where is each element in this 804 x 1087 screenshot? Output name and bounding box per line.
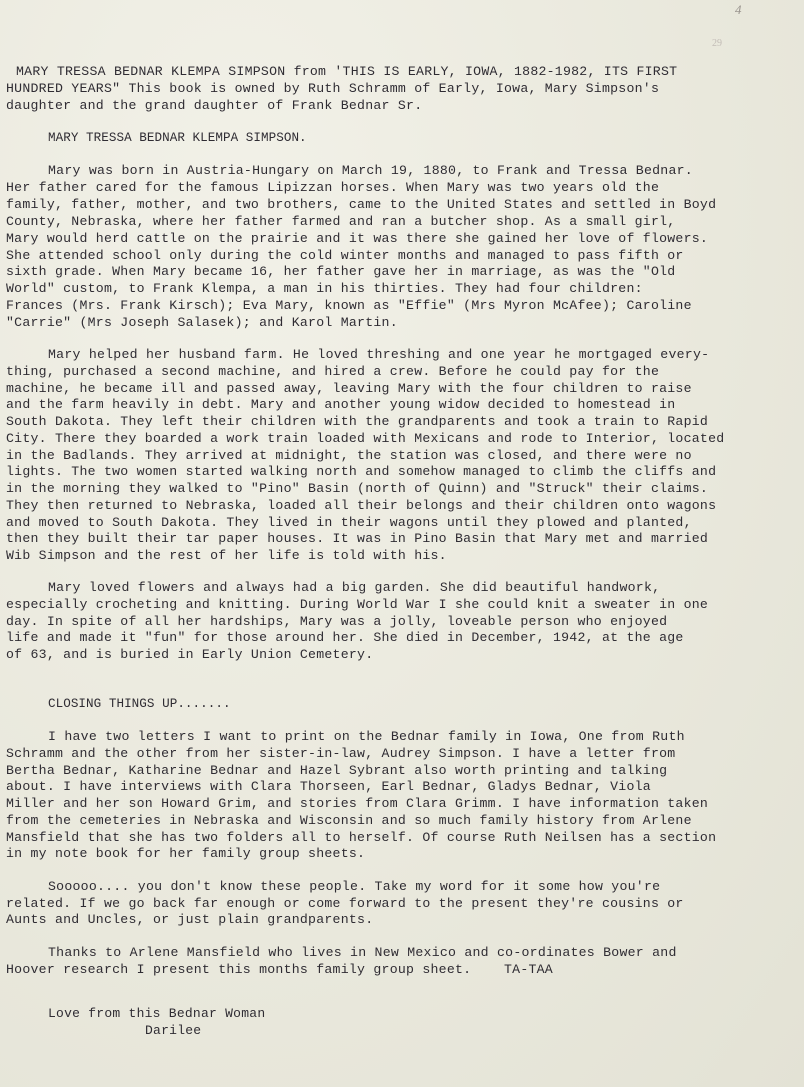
paragraph-line: in the morning they walked to "Pino" Basin (north of Quinn) and "Struck" their claims. [6,481,709,496]
paragraph-line: especially crocheting and knitting. During World War I she could knit a sweater in one [6,597,709,612]
paragraph-line: South Dakota. They left their children with the grandparents and took a train to Rapid [6,414,709,429]
paragraph-line: Aunts and Uncles, or just plain grandparents. [6,912,374,927]
paragraph-line: from the cemeteries in Nebraska and Wisconsin and so much family history from Arlene [6,813,692,828]
section-heading: MARY TRESSA BEDNAR KLEMPA SIMPSON. [48,131,307,145]
paragraph-line: Bertha Bednar, Katharine Bednar and Hazel Sybrant also worth printing and talking [6,763,668,778]
paragraph-line: in my note book for her family group sheets. [6,846,366,861]
paragraph-line: Miller and her son Howard Grim, and stories from Clara Grimm. I have information taken [6,796,709,811]
paragraph-line: about. I have interviews with Clara Thorseen, Earl Bednar, Gladys Bednar, Viola [6,779,651,794]
paragraph-line: Sooooo.... you don't know these people. Take my word for it some how you're [48,879,661,894]
paragraph-line: "Carrie" (Mrs Joseph Salasek); and Karol Martin. [6,315,398,330]
paragraph-line: related. If we go back far enough or come forward to the present they're cousins or [6,896,684,911]
paragraph-line: life and made it "fun" for those around her. She died in December, 1942, at the age [6,630,684,645]
paragraph-line: County, Nebraska, where her father farmed and ran a butcher shop. As a small girl, [6,214,676,229]
paragraph-line: Thanks to Arlene Mansfield who lives in New Mexico and co-ordinates Bower and [48,945,677,960]
intro-line: MARY TRESSA BEDNAR KLEMPA SIMPSON from 'THIS IS EARLY, IOWA, 1882-1982, ITS FIRST [16,64,678,79]
paragraph-line: Frances (Mrs. Frank Kirsch); Eva Mary, known as "Effie" (Mrs Myron McAfee); Caroline [6,298,692,313]
paragraph-line: thing, purchased a second machine, and hired a crew. Before he could pay for the [6,364,660,379]
signature-name: Darilee [145,1023,202,1038]
paragraph-line: Mary was born in Austria-Hungary on March 19, 1880, to Frank and Tressa Bednar. [48,163,693,178]
paragraph-line: I have two letters I want to print on the Bednar family in Iowa, One from Ruth [48,729,685,744]
paragraph-line: Hoover research I present this months family group sheet. TA-TAA [6,962,553,977]
intro-line: HUNDRED YEARS" This book is owned by Ruth Schramm of Early, Iowa, Mary Simpson's [6,81,660,96]
paragraph-line: Mansfield that she has two folders all to herself. Of course Ruth Neilsen has a section [6,830,717,845]
paragraph-line: and the farm heavily in debt. Mary and another young widow decided to homestead in [6,397,676,412]
paragraph-line: World" custom, to Frank Klempa, a man in his thirties. They had four children: [6,281,643,296]
paragraph-line: family, father, mother, and two brothers, came to the United States and settled in Boyd [6,197,717,212]
section-heading: CLOSING THINGS UP....... [48,697,231,711]
paragraph-line: She attended school only during the cold winter months and managed to pass fifth or [6,248,684,263]
paragraph-line: Mary loved flowers and always had a big garden. She did beautiful handwork, [48,580,661,595]
page-number-mark: 4 [735,2,742,17]
paragraph-line: of 63, and is buried in Early Union Cemetery. [6,647,374,662]
paragraph-line: in the Badlands. They arrived at midnight, the station was closed, and there were no [6,448,692,463]
paragraph-line: and moved to South Dakota. They lived in their wagons until they plowed and planted, [6,515,692,530]
paragraph-line: City. There they boarded a work train loaded with Mexicans and rode to Interior, located [6,431,725,446]
paragraph-line: day. In spite of all her hardships, Mary was a jolly, loveable person who enjoyed [6,614,668,629]
paragraph-line: Mary helped her husband farm. He loved threshing and one year he mortgaged every- [48,347,710,362]
paragraph-line: machine, he became ill and passed away, leaving Mary with the four children to raise [6,381,692,396]
intro-line: daughter and the grand daughter of Frank Bednar Sr. [6,98,423,113]
signature-closing: Love from this Bednar Woman [48,1006,266,1021]
paragraph-line: Wib Simpson and the rest of her life is told with his. [6,548,447,563]
paragraph-line: Schramm and the other from her sister-in-law, Audrey Simpson. I have a letter from [6,746,676,761]
paragraph-line: then they built their tar paper houses. It was in Pino Basin that Mary met and married [6,531,709,546]
pencil-page-mark: 29 [712,38,722,49]
paragraph-line: They then returned to Nebraska, loaded all their belongs and their children onto wagons [6,498,717,513]
paragraph-line: Mary would herd cattle on the prairie and it was there she gained her love of flowers. [6,231,709,246]
paragraph-line: Her father cared for the famous Lipizzan horses. When Mary was two years old the [6,180,660,195]
paragraph-line: sixth grade. When Mary became 16, her father gave her in marriage, as was the "Old [6,264,676,279]
paragraph-line: lights. The two women started walking north and somehow managed to climb the cliffs and [6,464,717,479]
